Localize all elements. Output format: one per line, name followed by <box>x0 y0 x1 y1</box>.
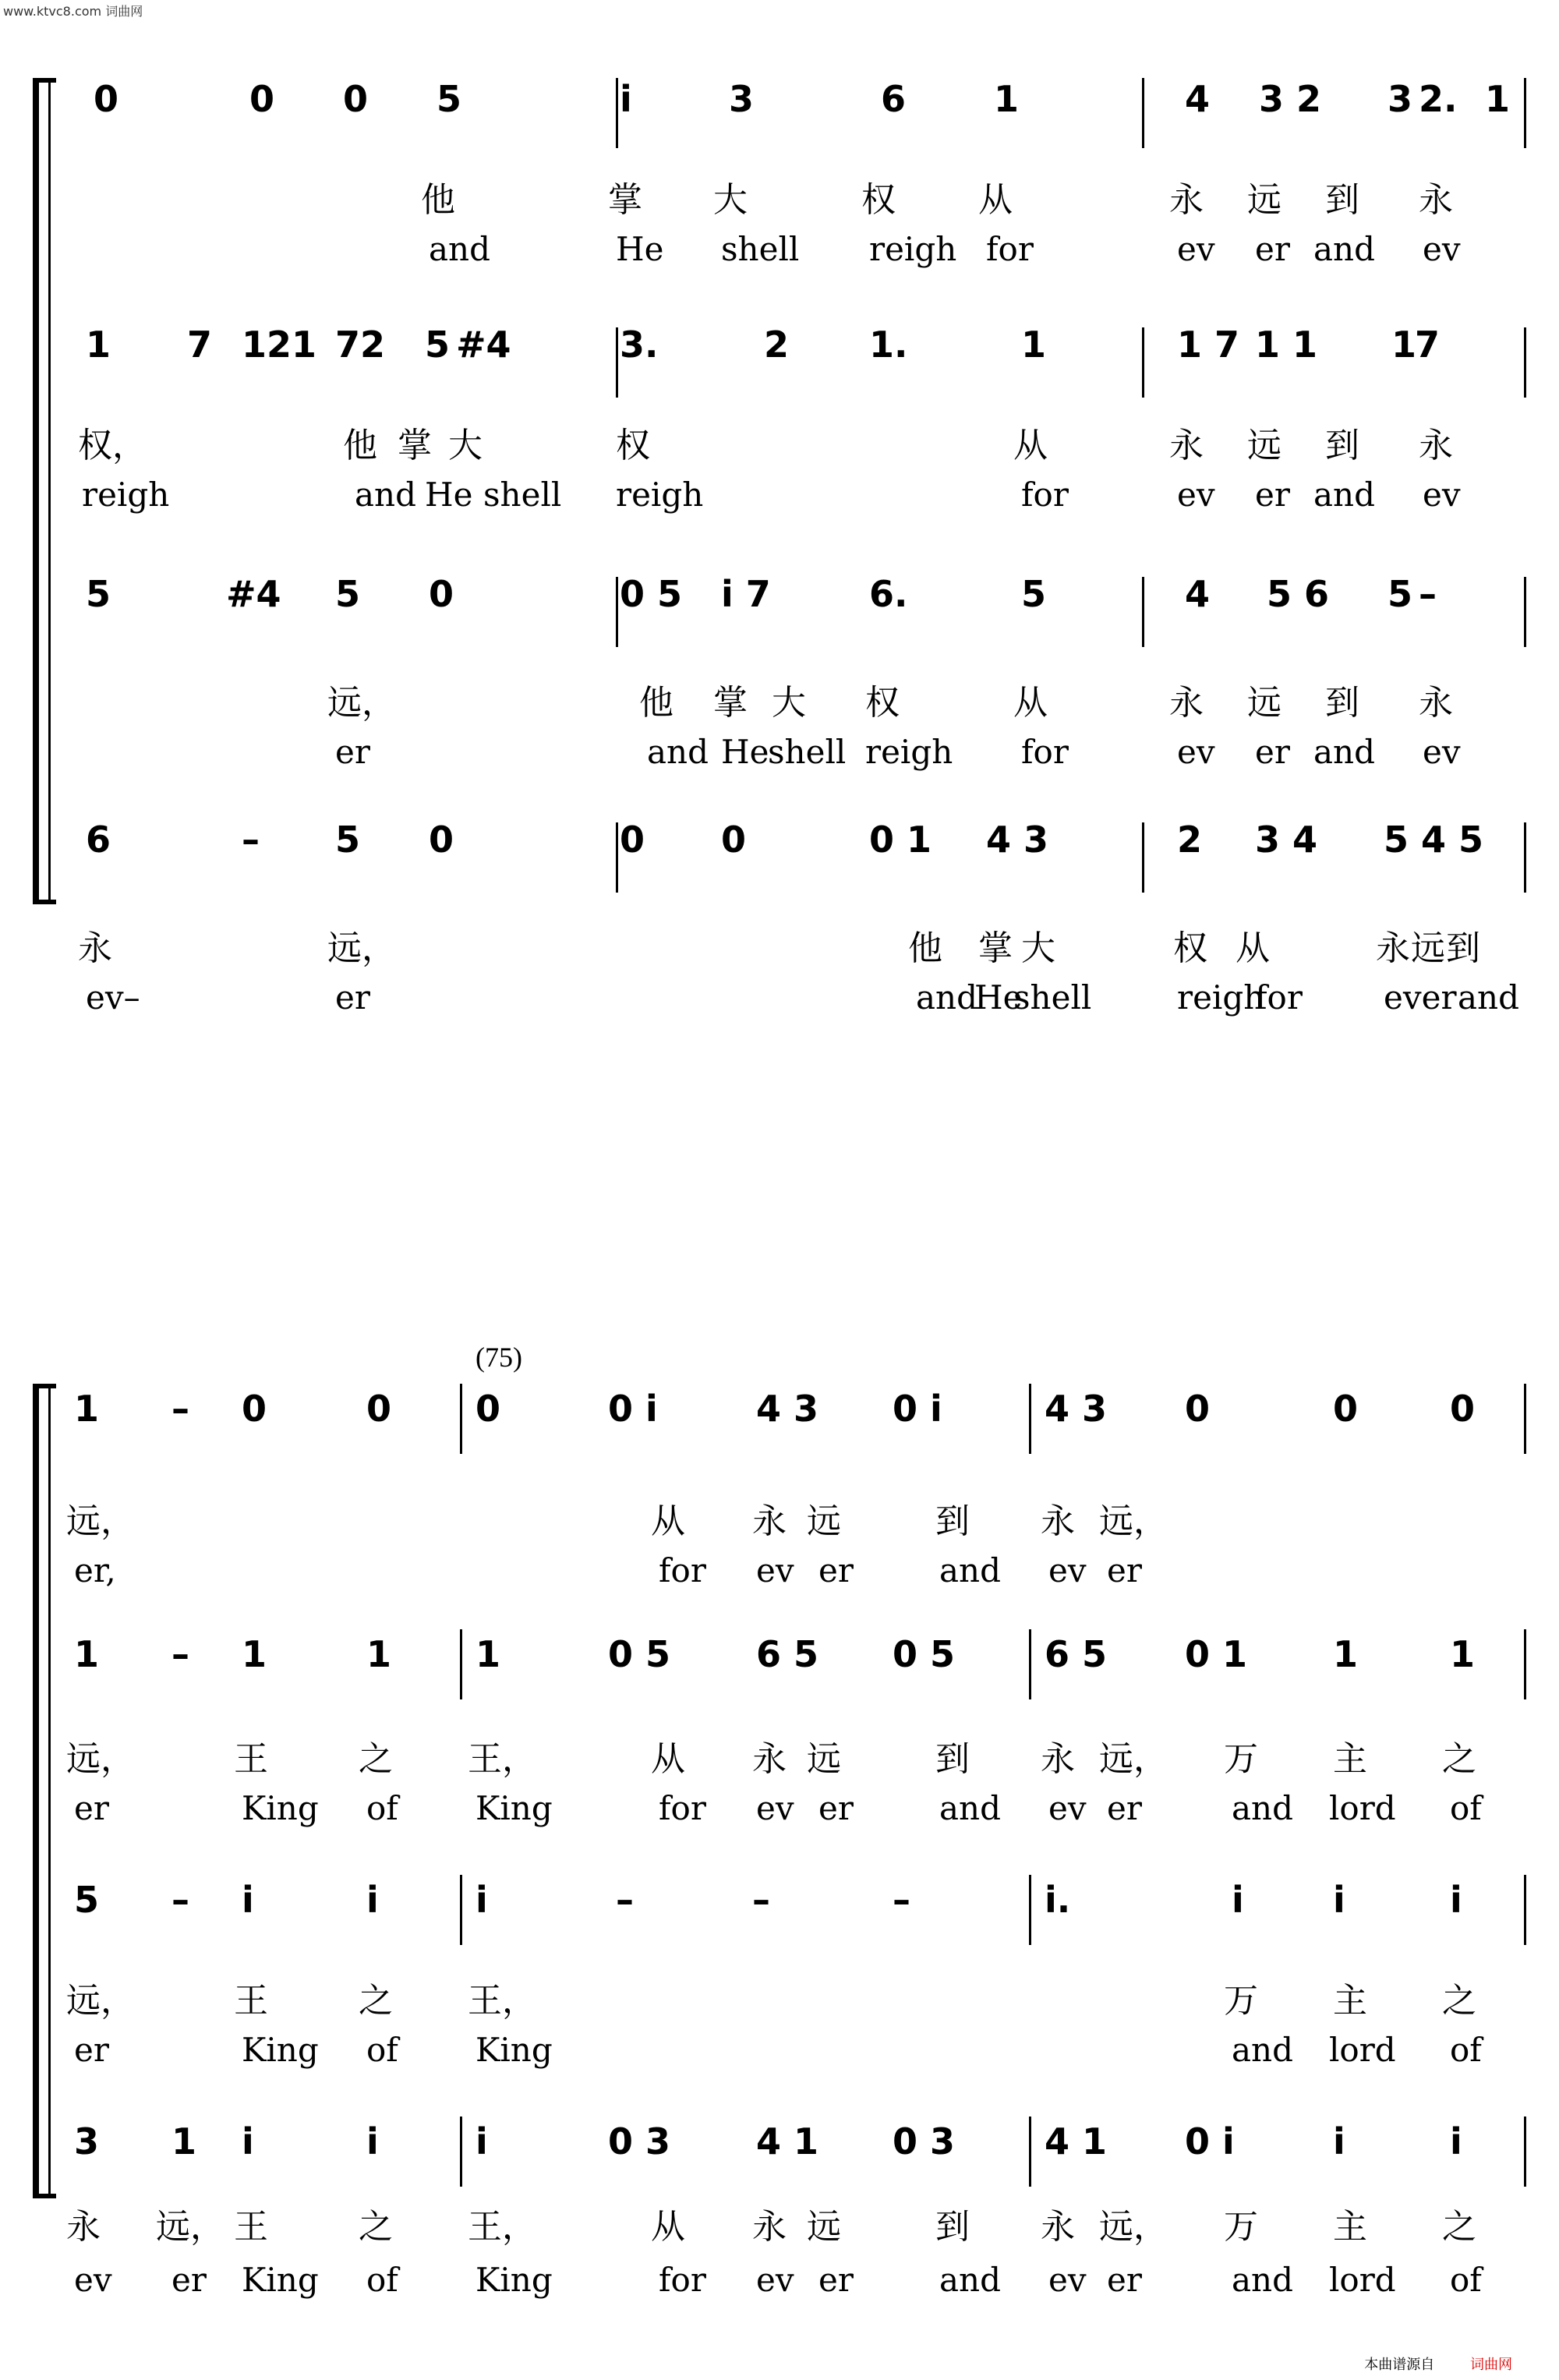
lyric-zh: 永 <box>1419 180 1453 220</box>
note: 0 <box>1450 1388 1476 1430</box>
lyric-en: shell <box>483 476 562 514</box>
lyric-zh: 王， <box>468 2207 536 2247</box>
note: 0 <box>249 78 275 120</box>
lyric-en: for <box>659 1789 706 1827</box>
lyric-zh: 永 <box>1169 426 1204 465</box>
lyric-en: and <box>1313 230 1375 268</box>
note: i <box>475 2120 488 2163</box>
lyric-en: reigh <box>869 230 957 268</box>
lyric-zh: 他 <box>908 928 942 968</box>
lyric-en: King <box>242 2261 319 2299</box>
note: – <box>893 1879 910 1921</box>
lyric-zh: 从 <box>651 1739 685 1779</box>
note: 0 <box>429 573 454 615</box>
lyric-zh: 王， <box>468 1739 536 1779</box>
note: 0 i <box>893 1388 942 1430</box>
note: i <box>1333 2120 1345 2163</box>
note: 5 <box>335 819 361 861</box>
note: – <box>242 819 260 861</box>
lyric-zh: 从 <box>651 1501 685 1541</box>
barline <box>1029 2117 1031 2187</box>
lyric-en: King <box>242 1789 319 1827</box>
lyric-en: of <box>1450 2031 1482 2069</box>
lyric-en: ev <box>1177 230 1215 268</box>
lyric-zh: 永 <box>1419 683 1453 723</box>
note: 121 <box>242 324 317 366</box>
lyric-en: ev <box>756 2261 794 2299</box>
note: i <box>1232 1879 1244 1921</box>
note: 0 <box>721 819 747 861</box>
barline <box>460 1384 462 1454</box>
measure-number: (75) <box>475 1342 522 1373</box>
note: 4 3 <box>986 819 1049 861</box>
note: i <box>366 2120 379 2163</box>
note: #4 <box>456 324 511 366</box>
note: – <box>171 1388 189 1430</box>
note: 1 <box>1485 78 1511 120</box>
lyric-en: of <box>366 1789 398 1827</box>
lyric-en: and <box>1313 476 1375 514</box>
lyric-zh: 远， <box>66 1739 135 1779</box>
lyric-zh: 之 <box>359 2207 393 2247</box>
lyric-en: er <box>335 733 370 771</box>
barline <box>460 1875 462 1945</box>
note: 5 <box>1021 573 1047 615</box>
note: 0 <box>429 819 454 861</box>
note: 0 1 <box>869 819 932 861</box>
lyric-en: er <box>1107 2261 1142 2299</box>
lyric-en: King <box>242 2031 319 2069</box>
lyric-en: He <box>425 476 473 514</box>
note: 0 1 <box>1185 1633 1248 1675</box>
lyric-en: of <box>1450 2261 1482 2299</box>
lyric-en: er <box>74 1789 109 1827</box>
note: 1 <box>366 1633 392 1675</box>
note: i <box>475 1879 488 1921</box>
note: 1 <box>242 1633 267 1675</box>
note: 4 1 <box>1045 2120 1108 2163</box>
lyric-zh: 大 <box>713 180 748 220</box>
lyric-en: He <box>616 230 664 268</box>
note: 7 <box>187 324 213 366</box>
note: 4 3 <box>1045 1388 1108 1430</box>
lyric-zh: 之 <box>1442 1739 1476 1779</box>
note: 0 <box>1333 1388 1359 1430</box>
lyric-zh: 权 <box>865 683 900 723</box>
lyric-en: of <box>1450 1789 1482 1827</box>
lyric-zh: 永 <box>752 1739 787 1779</box>
lyric-zh: 大 <box>1021 928 1055 968</box>
lyric-en: for <box>1255 978 1303 1017</box>
lyric-zh: 他 <box>639 683 673 723</box>
note: i <box>366 1879 379 1921</box>
lyric-zh: 远 <box>807 1501 841 1541</box>
lyric-en: and <box>1232 1789 1293 1827</box>
lyric-en: ev <box>1048 1551 1087 1590</box>
lyric-zh: 权， <box>78 426 147 465</box>
lyric-zh: 远， <box>66 1981 135 2021</box>
site-header-text: www.ktvc8.com 词曲网 <box>3 4 143 19</box>
note: 3 <box>1388 78 1413 120</box>
note: i <box>242 2120 254 2163</box>
note: – <box>1419 573 1437 615</box>
note: 3 2 <box>1259 78 1322 120</box>
note: 4 <box>1185 573 1211 615</box>
lyric-en: and <box>939 1551 1001 1590</box>
note: 1 <box>1450 1633 1476 1675</box>
lyric-zh: 之 <box>359 1981 393 2021</box>
note: 1 <box>86 324 111 366</box>
note: 4 <box>1185 78 1211 120</box>
lyric-zh: 永 <box>1169 180 1204 220</box>
lyric-zh: 到 <box>1446 928 1480 968</box>
lyric-en: lord <box>1329 2261 1396 2299</box>
lyric-zh: 到 <box>1325 683 1359 723</box>
lyric-zh: 远 <box>1247 683 1281 723</box>
note: 1 7 <box>1177 324 1240 366</box>
lyric-en: He <box>974 978 1023 1017</box>
note: 0 3 <box>893 2120 956 2163</box>
lyric-en: and <box>1313 733 1375 771</box>
note: 3 4 <box>1255 819 1318 861</box>
lyric-en: and <box>1458 978 1519 1017</box>
lyric-en: and <box>939 2261 1001 2299</box>
lyric-zh: 王 <box>234 1981 268 2021</box>
note: 0 <box>1185 1388 1211 1430</box>
note: 5 <box>437 78 462 120</box>
lyric-en: lord <box>1329 2031 1396 2069</box>
note: 0 <box>242 1388 267 1430</box>
note: 4 1 <box>756 2120 819 2163</box>
barline <box>1524 1629 1526 1699</box>
barline <box>1029 1384 1031 1454</box>
lyric-zh: 永 <box>66 2207 101 2247</box>
note: 0 5 <box>893 1633 956 1675</box>
lyric-zh: 王， <box>468 1981 536 2021</box>
note: 0 <box>366 1388 392 1430</box>
lyric-zh: 大 <box>772 683 806 723</box>
lyric-zh: 主 <box>1333 1981 1367 2021</box>
lyric-zh: 远 <box>807 1739 841 1779</box>
note: 1 <box>1391 324 1417 366</box>
lyric-zh: 远， <box>66 1501 135 1541</box>
footer <box>1364 2353 1512 2374</box>
lyric-en: for <box>659 2261 706 2299</box>
lyric-zh: 他 <box>343 426 377 465</box>
note: 5 <box>335 573 361 615</box>
lyric-en: ev <box>1423 230 1461 268</box>
lyric-zh: 永 <box>1041 2207 1075 2247</box>
barline <box>460 1629 462 1699</box>
lyric-zh: 远， <box>1099 1501 1168 1541</box>
lyric-zh: 万 <box>1224 1981 1258 2021</box>
note: 1 <box>74 1633 100 1675</box>
lyric-zh: 远 <box>1247 180 1281 220</box>
note: 1 <box>1333 1633 1359 1675</box>
note: 6 5 <box>756 1633 819 1675</box>
lyric-zh: 掌 <box>398 426 432 465</box>
note: i <box>1450 1879 1462 1921</box>
lyric-en: ev <box>1423 733 1461 771</box>
lyric-en: er <box>818 1551 854 1590</box>
lyric-en: of <box>366 2031 398 2069</box>
lyric-en: er <box>1107 1551 1142 1590</box>
note: 3. <box>620 324 659 366</box>
lyric-en: reigh <box>865 733 953 771</box>
lyric-zh: 远 <box>1411 928 1445 968</box>
note: 6 5 <box>1045 1633 1108 1675</box>
lyric-en: er <box>74 2031 109 2069</box>
lyric-en: er <box>1255 733 1290 771</box>
lyric-en: ev <box>756 1789 794 1827</box>
lyric-zh: 王 <box>234 2207 268 2247</box>
lyric-en: and <box>429 230 490 268</box>
lyric-en: reigh <box>1177 978 1265 1017</box>
lyric-zh: 永 <box>1041 1739 1075 1779</box>
note: – <box>616 1879 634 1921</box>
barline <box>1524 1875 1526 1945</box>
lyric-zh: 永 <box>1419 426 1453 465</box>
note: 3 <box>729 78 755 120</box>
note: – <box>171 1633 189 1675</box>
lyric-en: for <box>659 1551 706 1590</box>
bracket-cap <box>33 2194 56 2198</box>
lyric-zh: 主 <box>1333 2207 1367 2247</box>
note: 0 5 <box>608 1633 671 1675</box>
note: – <box>171 1879 189 1921</box>
lyric-zh: 主 <box>1333 1739 1367 1779</box>
note: 0 <box>475 1388 501 1430</box>
lyric-zh: 王 <box>234 1739 268 1779</box>
note: 72 <box>335 324 386 366</box>
lyric-en: King <box>475 1789 553 1827</box>
footer-source: 本曲谱源自 <box>1364 2357 1435 2373</box>
lyric-zh: 权 <box>1173 928 1207 968</box>
lyric-zh: 他 <box>421 180 455 220</box>
note: i <box>620 78 632 120</box>
note: i <box>1450 2120 1462 2163</box>
lyric-en: ev <box>74 2261 112 2299</box>
lyric-en: King <box>475 2261 553 2299</box>
note: 1 <box>1021 324 1047 366</box>
bracket-cap <box>33 1384 56 1388</box>
lyric-en: and <box>939 1789 1001 1827</box>
lyric-en: and <box>355 476 416 514</box>
system-bracket-thin <box>48 1384 51 2198</box>
lyric-zh: 权 <box>616 426 650 465</box>
lyric-en: er <box>818 2261 854 2299</box>
system-bracket <box>33 1384 39 2198</box>
lyric-zh: 万 <box>1224 2207 1258 2247</box>
note: 1 <box>994 78 1020 120</box>
lyric-zh: 从 <box>651 2207 685 2247</box>
lyric-en: for <box>1021 733 1069 771</box>
lyric-en: er <box>1255 476 1290 514</box>
lyric-zh: 远， <box>1099 1739 1168 1779</box>
lyric-zh: 到 <box>935 2207 970 2247</box>
note: 2 <box>1177 819 1203 861</box>
lyric-en: and <box>1232 2031 1293 2069</box>
barline <box>460 2117 462 2187</box>
note: 0 <box>343 78 369 120</box>
lyric-zh: 万 <box>1224 1739 1258 1779</box>
footer-site: 词曲网 <box>1470 2357 1512 2373</box>
note: 7 <box>1415 324 1441 366</box>
note: 5 <box>425 324 451 366</box>
note: 6 <box>86 819 111 861</box>
lyric-en: of <box>366 2261 398 2299</box>
note: 2 <box>764 324 790 366</box>
lyric-en: ev <box>1048 1789 1087 1827</box>
barline <box>1029 1875 1031 1945</box>
lyric-en: ev <box>1048 2261 1087 2299</box>
note: 0 <box>620 819 645 861</box>
lyric-zh: 掌 <box>978 928 1013 968</box>
lyric-en: ev <box>1423 476 1461 514</box>
note: 0 <box>94 78 119 120</box>
note: – <box>752 1879 770 1921</box>
note: 0 3 <box>608 2120 671 2163</box>
lyric-en: King <box>475 2031 553 2069</box>
note: 1. <box>869 324 908 366</box>
lyric-zh: 远， <box>327 928 396 968</box>
lyric-zh: 从 <box>1013 426 1048 465</box>
lyric-en: er <box>171 2261 207 2299</box>
lyric-en: shell <box>1013 978 1092 1017</box>
lyric-en: He <box>721 733 769 771</box>
lyric-zh: 永 <box>1376 928 1410 968</box>
note: 5 4 5 <box>1384 819 1484 861</box>
lyric-zh: 永 <box>1169 683 1204 723</box>
lyric-zh: 远， <box>156 2207 224 2247</box>
lyric-en: er, <box>74 1551 116 1590</box>
note: #4 <box>226 573 281 615</box>
lyric-zh: 之 <box>1442 1981 1476 2021</box>
lyric-zh: 远， <box>1099 2207 1168 2247</box>
note: 5 <box>86 573 111 615</box>
lyric-zh: 到 <box>1325 180 1359 220</box>
lyric-zh: 远 <box>1247 426 1281 465</box>
lyric-zh: 到 <box>1325 426 1359 465</box>
lyric-zh: 远， <box>327 683 396 723</box>
lyric-zh: 掌 <box>608 180 642 220</box>
lyric-zh: 从 <box>978 180 1013 220</box>
lyric-zh: 到 <box>935 1501 970 1541</box>
note: 1 <box>475 1633 501 1675</box>
lyric-en: shell <box>768 733 847 771</box>
lyric-en: for <box>986 230 1034 268</box>
note: 2. <box>1419 78 1458 120</box>
lyric-en: lord <box>1329 1789 1396 1827</box>
lyric-en: ev <box>1177 476 1215 514</box>
lyric-en: and <box>647 733 709 771</box>
lyric-en: ev <box>756 1551 794 1590</box>
note: i 7 <box>721 573 771 615</box>
note: 0 5 <box>620 573 683 615</box>
lyric-en: ever <box>1384 978 1457 1017</box>
lyric-en: for <box>1021 476 1069 514</box>
note: 6 <box>881 78 907 120</box>
note: 5 6 <box>1267 573 1330 615</box>
lyric-zh: 权 <box>861 180 896 220</box>
lyric-en: ev <box>1177 733 1215 771</box>
lyric-zh: 大 <box>448 426 483 465</box>
note: i <box>242 1879 254 1921</box>
lyric-zh: 永 <box>1041 1501 1075 1541</box>
barline <box>1524 1384 1526 1454</box>
lyric-zh: 掌 <box>713 683 748 723</box>
note: 0 i <box>608 1388 658 1430</box>
note: 1 <box>171 2120 197 2163</box>
lyric-en: reigh <box>82 476 170 514</box>
lyric-zh: 之 <box>359 1739 393 1779</box>
note: 5 <box>74 1879 100 1921</box>
lyric-en: reigh <box>616 476 704 514</box>
lyric-zh: 到 <box>935 1739 970 1779</box>
note: i. <box>1045 1879 1071 1921</box>
lyric-zh: 从 <box>1236 928 1270 968</box>
lyric-zh: 永 <box>752 2207 787 2247</box>
note: 0 i <box>1185 2120 1235 2163</box>
barline <box>1524 2117 1526 2187</box>
lyric-en: er <box>1107 1789 1142 1827</box>
note: 5 <box>1388 573 1413 615</box>
lyric-en: and <box>1232 2261 1293 2299</box>
lyric-zh: 之 <box>1442 2207 1476 2247</box>
lyric-zh: 永 <box>78 928 112 968</box>
note: 1 <box>74 1388 100 1430</box>
note: 1 1 <box>1255 324 1318 366</box>
barline <box>1029 1629 1031 1699</box>
note: 6. <box>869 573 908 615</box>
note: 3 <box>74 2120 100 2163</box>
note: i <box>1333 1879 1345 1921</box>
note: 4 3 <box>756 1388 819 1430</box>
lyric-en: and <box>916 978 977 1017</box>
lyric-en: shell <box>721 230 800 268</box>
lyric-en: er <box>335 978 370 1017</box>
lyric-zh: 远 <box>807 2207 841 2247</box>
lyric-zh: 从 <box>1013 683 1048 723</box>
lyric-en: er <box>818 1789 854 1827</box>
lyric-en: er <box>1255 230 1290 268</box>
lyric-en: ev– <box>86 978 140 1017</box>
lyric-zh: 永 <box>752 1501 787 1541</box>
